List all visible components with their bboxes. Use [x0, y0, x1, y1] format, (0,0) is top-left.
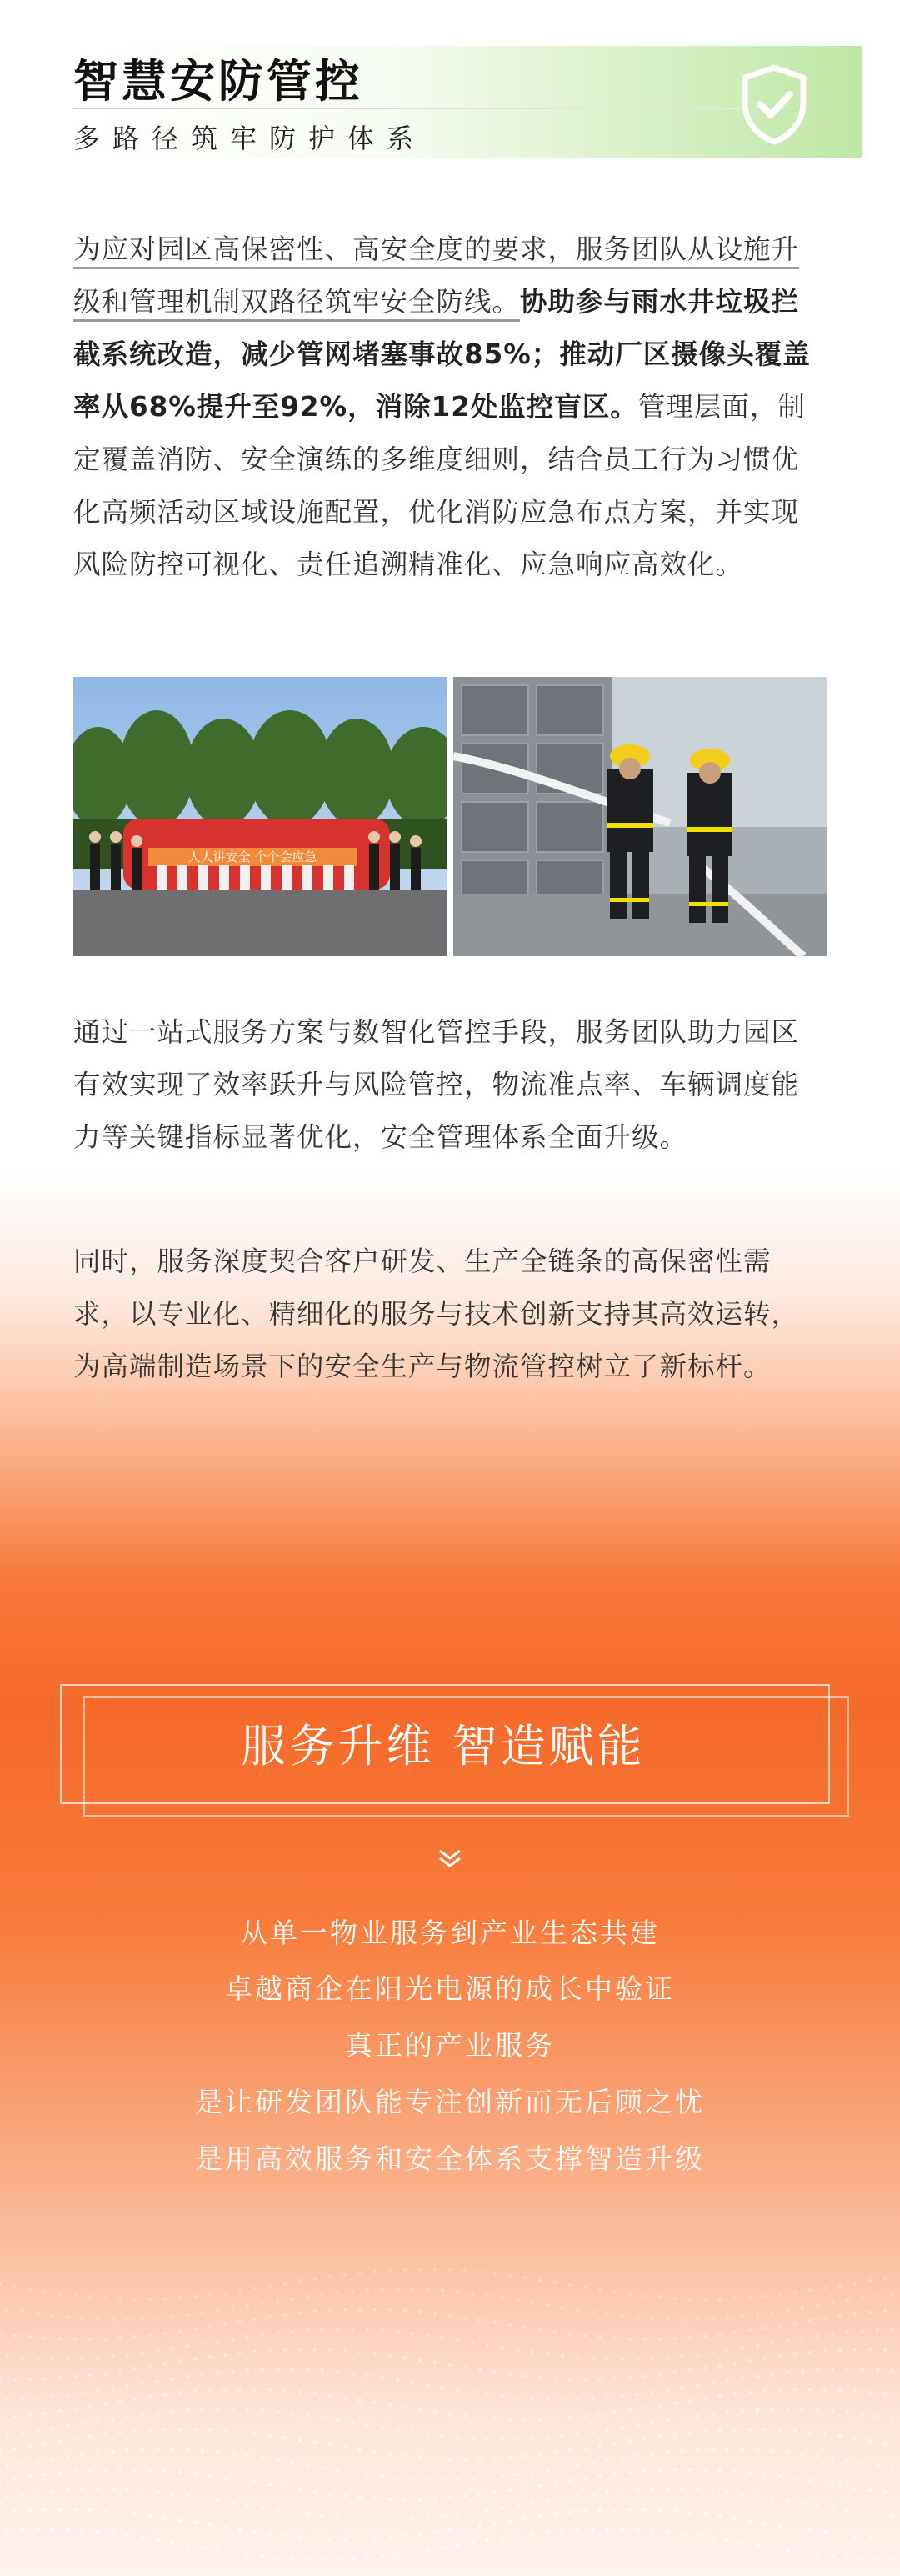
photo-banner-text: 人人讲安全 个个会应急 — [188, 849, 318, 865]
section-header — [73, 46, 862, 158]
intro-paragraph — [73, 223, 827, 591]
closing-line-3: 真正的产业服务 — [345, 2029, 555, 2062]
title-divider — [73, 108, 740, 109]
closing-line-1: 从单一物业服务到产业生态共建 — [240, 1917, 660, 1949]
summary-paragraph: 同时，服务深度契合客户研发、生产全链条的高保密性需求，以专业化、精细化的服务与技术创新支持其高效运转，为高端制造场景下的安全生产与物流管控树立了新标杆。 — [73, 1245, 800, 1382]
highlight-text: 协助参与雨水井垃圾拦截系统改造，减少管网堵塞事故85%；推动厂区摄像头覆盖率从68%提升至92%，消除12处监控盲区。 — [73, 286, 811, 423]
underlined-text: 为应对园区高保密性、高安全度的要求，服务团队从设施升级和管理机制双路径筑牢安全防线。 — [73, 233, 800, 318]
closing-line-5: 是用高效服务和安全体系支撑智造升级 — [195, 2142, 705, 2175]
section-title: 智慧安防管控 — [73, 55, 363, 108]
result-paragraph: 通过一站式服务方案与数智化管控手段，服务团队助力园区有效实现了效率跃升与风险管控，物流准点率、车辆调度能力等关键指标显著优化，安全管理体系全面升级。 — [73, 1016, 800, 1153]
body-text: 管理层面，制定覆盖消防、安全演练的多维度细则，结合员工行为习惯优化高频活动区域设施配置，优化消防应急布点方案，并实现风险防控可视化、责任追溯精准化、应急响应高效化。 — [73, 391, 806, 580]
team-photo — [73, 677, 447, 956]
banner-title: 服务升维 智造赋能 — [241, 1720, 646, 1772]
section-subtitle: 多路径筑牢防护体系 — [73, 123, 427, 154]
closing-line-4: 是让研发团队能专注创新而无后顾之忧 — [195, 2086, 705, 2118]
dotted-wave-decoration — [0, 2251, 900, 2576]
shield-check-icon — [737, 63, 812, 146]
double-chevron-down-icon — [433, 1847, 467, 1872]
fire-drill-photo — [453, 677, 827, 956]
closing-line-2: 卓越商企在阳光电源的成长中验证 — [225, 1972, 675, 2005]
